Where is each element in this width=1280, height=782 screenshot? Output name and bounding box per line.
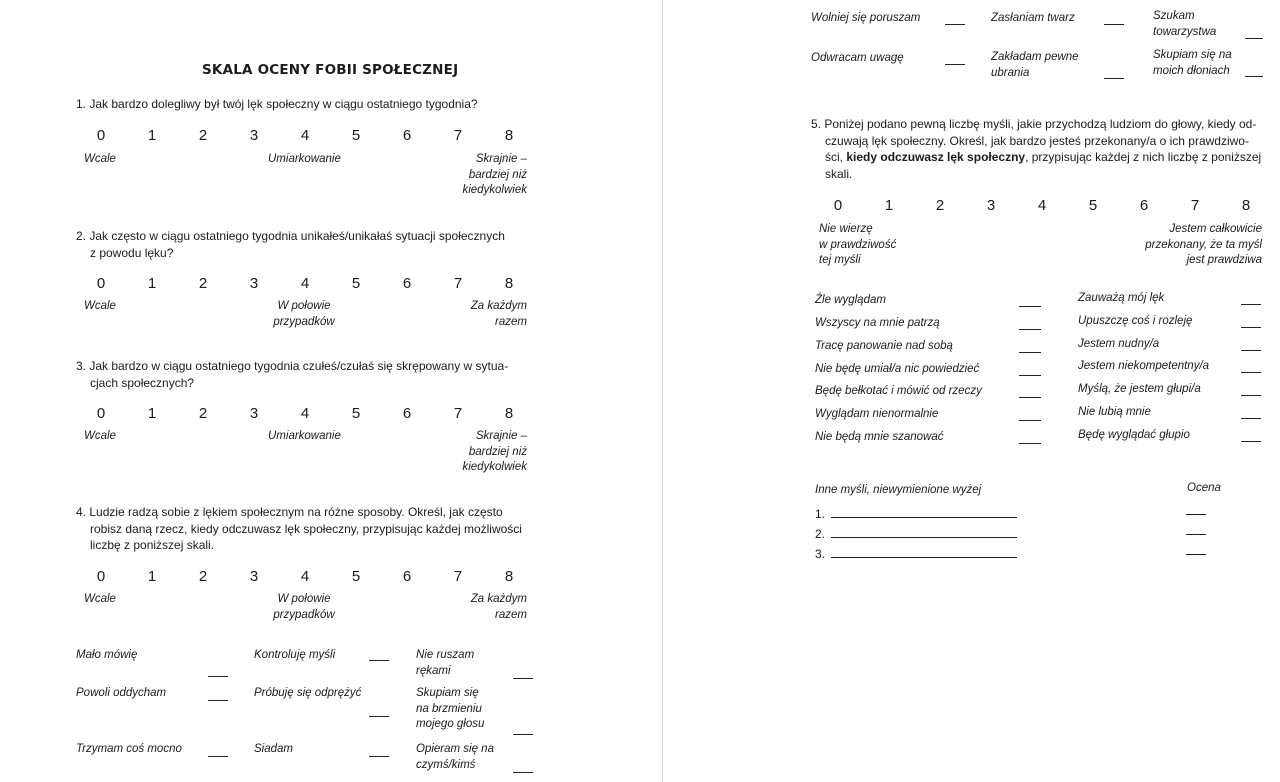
scale-number: 4 — [300, 127, 310, 144]
scale-number: 0 — [96, 127, 106, 144]
anchor-right: Za każdym razem — [470, 300, 527, 328]
anchor-mid: W połowie przypadków — [273, 300, 335, 328]
anchor-mid: Umiarkowanie — [268, 430, 341, 442]
answer-blank[interactable] — [1186, 514, 1206, 515]
question-3-text: 3. Jak bardzo w ciągu ostatniego tygodnia czułeś/czułaś się skrępowany w sytua- cjach społecznych? — [76, 359, 509, 390]
anchor-left: Nie wierzę w prawdziwość tej myśli — [819, 223, 897, 266]
behavior-item: Szukam towarzystwa — [1153, 10, 1217, 38]
answer-blank[interactable] — [1241, 372, 1261, 373]
scale-number: 7 — [453, 568, 463, 585]
question-1-text: 1. Jak bardzo dolegliwy był twój lęk społeczny w ciągu ostatniego tygodnia? — [76, 97, 478, 111]
answer-blank[interactable] — [513, 678, 533, 679]
scale-number: 6 — [402, 405, 412, 422]
answer-blank[interactable] — [1241, 441, 1261, 442]
anchor-right: Jestem całkowicie przekonany, że ta myśl jest prawdziwa — [1145, 223, 1262, 266]
answer-blank[interactable] — [369, 716, 389, 717]
scale-number: 2 — [198, 275, 208, 292]
anchor-left: Wcale — [84, 430, 116, 442]
answer-blank[interactable] — [1019, 375, 1041, 376]
answer-blank[interactable] — [1019, 420, 1041, 421]
answer-blank[interactable] — [369, 660, 389, 661]
anchor-mid: W połowie przypadków — [273, 593, 335, 621]
thought-item: Upuszczę coś i rozleję — [1078, 315, 1193, 327]
scale-number: 6 — [1139, 197, 1149, 214]
answer-blank[interactable] — [1019, 329, 1041, 330]
scale-number: 1 — [147, 127, 157, 144]
answer-blank[interactable] — [1241, 418, 1261, 419]
scale-number: 2 — [198, 568, 208, 585]
scale-number: 7 — [1190, 197, 1200, 214]
answer-blank[interactable] — [1019, 352, 1041, 353]
thought-item: Jestem nudny/a — [1078, 338, 1160, 350]
scale-number: 0 — [96, 275, 106, 292]
answer-blank[interactable] — [1241, 327, 1261, 328]
question-5-text: 5. Poniżej podano pewną liczbę myśli, jakie przychodzą ludziom do głowy, kiedy od- czuwają lęk społeczny. Określ, jak bardzo jesteś przekonany/a o ich prawdziwo- ści, kiedy odczuwasz lęk społeczny, przypisując każdej z nich liczbę z poniższej skali. — [811, 117, 1262, 181]
answer-blank[interactable] — [208, 700, 228, 701]
scale-number: 5 — [351, 127, 361, 144]
answer-blank[interactable] — [1019, 443, 1041, 444]
anchor-right: Za każdym razem — [470, 593, 527, 621]
answer-blank[interactable] — [1186, 534, 1206, 535]
scale-number: 3 — [249, 568, 259, 585]
scale-number: 1 — [147, 275, 157, 292]
scale-number: 3 — [986, 197, 996, 214]
other-thought-field[interactable] — [831, 537, 1017, 538]
scale-number: 5 — [351, 405, 361, 422]
thought-item: Nie będę umiał/a nic powiedzieć — [815, 363, 980, 375]
behavior-item: Odwracam uwagę — [811, 52, 904, 64]
answer-blank[interactable] — [513, 772, 533, 773]
scale-number: 7 — [453, 405, 463, 422]
behavior-item: Skupiam się na brzmieniu mojego głosu — [416, 687, 485, 730]
scale-number: 1 — [147, 405, 157, 422]
answer-blank[interactable] — [208, 756, 228, 757]
scale-number: 5 — [351, 568, 361, 585]
scale-number: 5 — [351, 275, 361, 292]
answer-blank[interactable] — [1104, 78, 1124, 79]
scale-number: 4 — [300, 405, 310, 422]
other-item-number: 1. — [815, 507, 826, 521]
thought-item: Będę wyglądać głupio — [1078, 429, 1190, 441]
answer-blank[interactable] — [1245, 38, 1263, 39]
other-thoughts-label: Inne myśli, niewymienione wyżej — [815, 484, 982, 496]
thought-item: Nie lubią mnie — [1078, 406, 1151, 418]
scale-number: 6 — [402, 568, 412, 585]
thought-item: Myślą, że jestem głupi/a — [1078, 383, 1201, 395]
scale-number: 4 — [300, 275, 310, 292]
anchor-left: Wcale — [84, 300, 116, 312]
answer-blank[interactable] — [1241, 304, 1261, 305]
answer-blank[interactable] — [945, 64, 965, 65]
scale-number: 2 — [198, 405, 208, 422]
scale-number: 2 — [198, 127, 208, 144]
answer-blank[interactable] — [945, 24, 965, 25]
scale-number: 0 — [833, 197, 843, 214]
behavior-item: Wolniej się poruszam — [811, 12, 921, 24]
answer-blank[interactable] — [1019, 306, 1041, 307]
page-gutter — [662, 0, 663, 782]
behavior-item: Trzymam coś mocno — [76, 743, 182, 755]
page-title: SKALA OCENY FOBII SPOŁECZNEJ — [202, 62, 459, 78]
scale-number: 1 — [884, 197, 894, 214]
thought-item: Jestem niekompetentny/a — [1078, 360, 1210, 372]
behavior-item: Kontroluję myśli — [254, 649, 336, 661]
behavior-item: Próbuję się odprężyć — [254, 687, 362, 699]
question-2-text: 2. Jak często w ciągu ostatniego tygodnia unikałeś/unikałaś sytuacji społecznych z powodu lęku? — [76, 229, 505, 260]
thought-item: Źle wyglądam — [815, 294, 886, 306]
behavior-item: Zasłaniam twarz — [991, 12, 1075, 24]
scale-number: 7 — [453, 275, 463, 292]
answer-blank[interactable] — [513, 734, 533, 735]
scale-number: 0 — [96, 568, 106, 585]
right-page — [665, 0, 1280, 782]
other-item-number: 3. — [815, 547, 826, 561]
scale-number: 3 — [249, 127, 259, 144]
scale-number: 0 — [96, 405, 106, 422]
anchor-right: Skrajnie – bardziej niż kiedykolwiek — [462, 430, 527, 473]
anchor-left: Wcale — [84, 593, 116, 605]
scale-number: 8 — [504, 275, 514, 292]
rating-label: Ocena — [1187, 482, 1221, 494]
behavior-item: Skupiam się na moich dłoniach — [1153, 49, 1232, 77]
answer-blank[interactable] — [1241, 350, 1261, 351]
thought-item: Wszyscy na mnie patrzą — [815, 317, 940, 329]
scale-number: 1 — [147, 568, 157, 585]
behavior-item: Siadam — [254, 743, 293, 755]
thought-item: Zauważą mój lęk — [1078, 292, 1165, 304]
answer-blank[interactable] — [1019, 397, 1041, 398]
thought-item: Nie będą mnie szanować — [815, 431, 944, 443]
answer-blank[interactable] — [1186, 554, 1206, 555]
scale-number: 6 — [402, 127, 412, 144]
scale-number: 6 — [402, 275, 412, 292]
other-thought-field[interactable] — [831, 517, 1017, 518]
thought-item: Będę bełkotać i mówić od rzeczy — [815, 385, 982, 397]
thought-item: Tracę panowanie nad sobą — [815, 340, 953, 352]
behavior-item: Zakładam pewne ubrania — [991, 51, 1079, 79]
anchor-left: Wcale — [84, 153, 116, 165]
scale-number: 8 — [504, 405, 514, 422]
scale-number: 8 — [504, 127, 514, 144]
scale-number: 4 — [300, 568, 310, 585]
other-thought-field[interactable] — [831, 557, 1017, 558]
other-item-number: 2. — [815, 527, 826, 541]
behavior-item: Mało mówię — [76, 649, 138, 661]
question-4-text: 4. Ludzie radzą sobie z lękiem społecznym na różne sposoby. Określ, jak często robisz daną rzecz, kiedy odczuwasz lęk społeczny, przypisując każdej możliwości liczbę z poniższej skali. — [76, 505, 522, 552]
scale-number: 3 — [249, 405, 259, 422]
scale-number: 8 — [504, 568, 514, 585]
scale-number: 8 — [1241, 197, 1251, 214]
scale-number: 4 — [1037, 197, 1047, 214]
thought-item: Wyglądam nienormalnie — [815, 408, 939, 420]
answer-blank[interactable] — [1104, 24, 1124, 25]
behavior-item: Nie ruszam rękami — [416, 649, 475, 677]
scale-number: 7 — [453, 127, 463, 144]
scale-number: 2 — [935, 197, 945, 214]
anchor-right: Skrajnie – bardziej niż kiedykolwiek — [462, 153, 527, 196]
answer-blank[interactable] — [1241, 395, 1261, 396]
answer-blank[interactable] — [208, 676, 228, 677]
anchor-mid: Umiarkowanie — [268, 153, 341, 165]
behavior-item: Powoli oddycham — [76, 687, 167, 699]
answer-blank[interactable] — [1245, 76, 1263, 77]
behavior-item: Opieram się na czymś/kimś — [416, 743, 494, 771]
scale-number: 5 — [1088, 197, 1098, 214]
scale-number: 3 — [249, 275, 259, 292]
answer-blank[interactable] — [369, 756, 389, 757]
